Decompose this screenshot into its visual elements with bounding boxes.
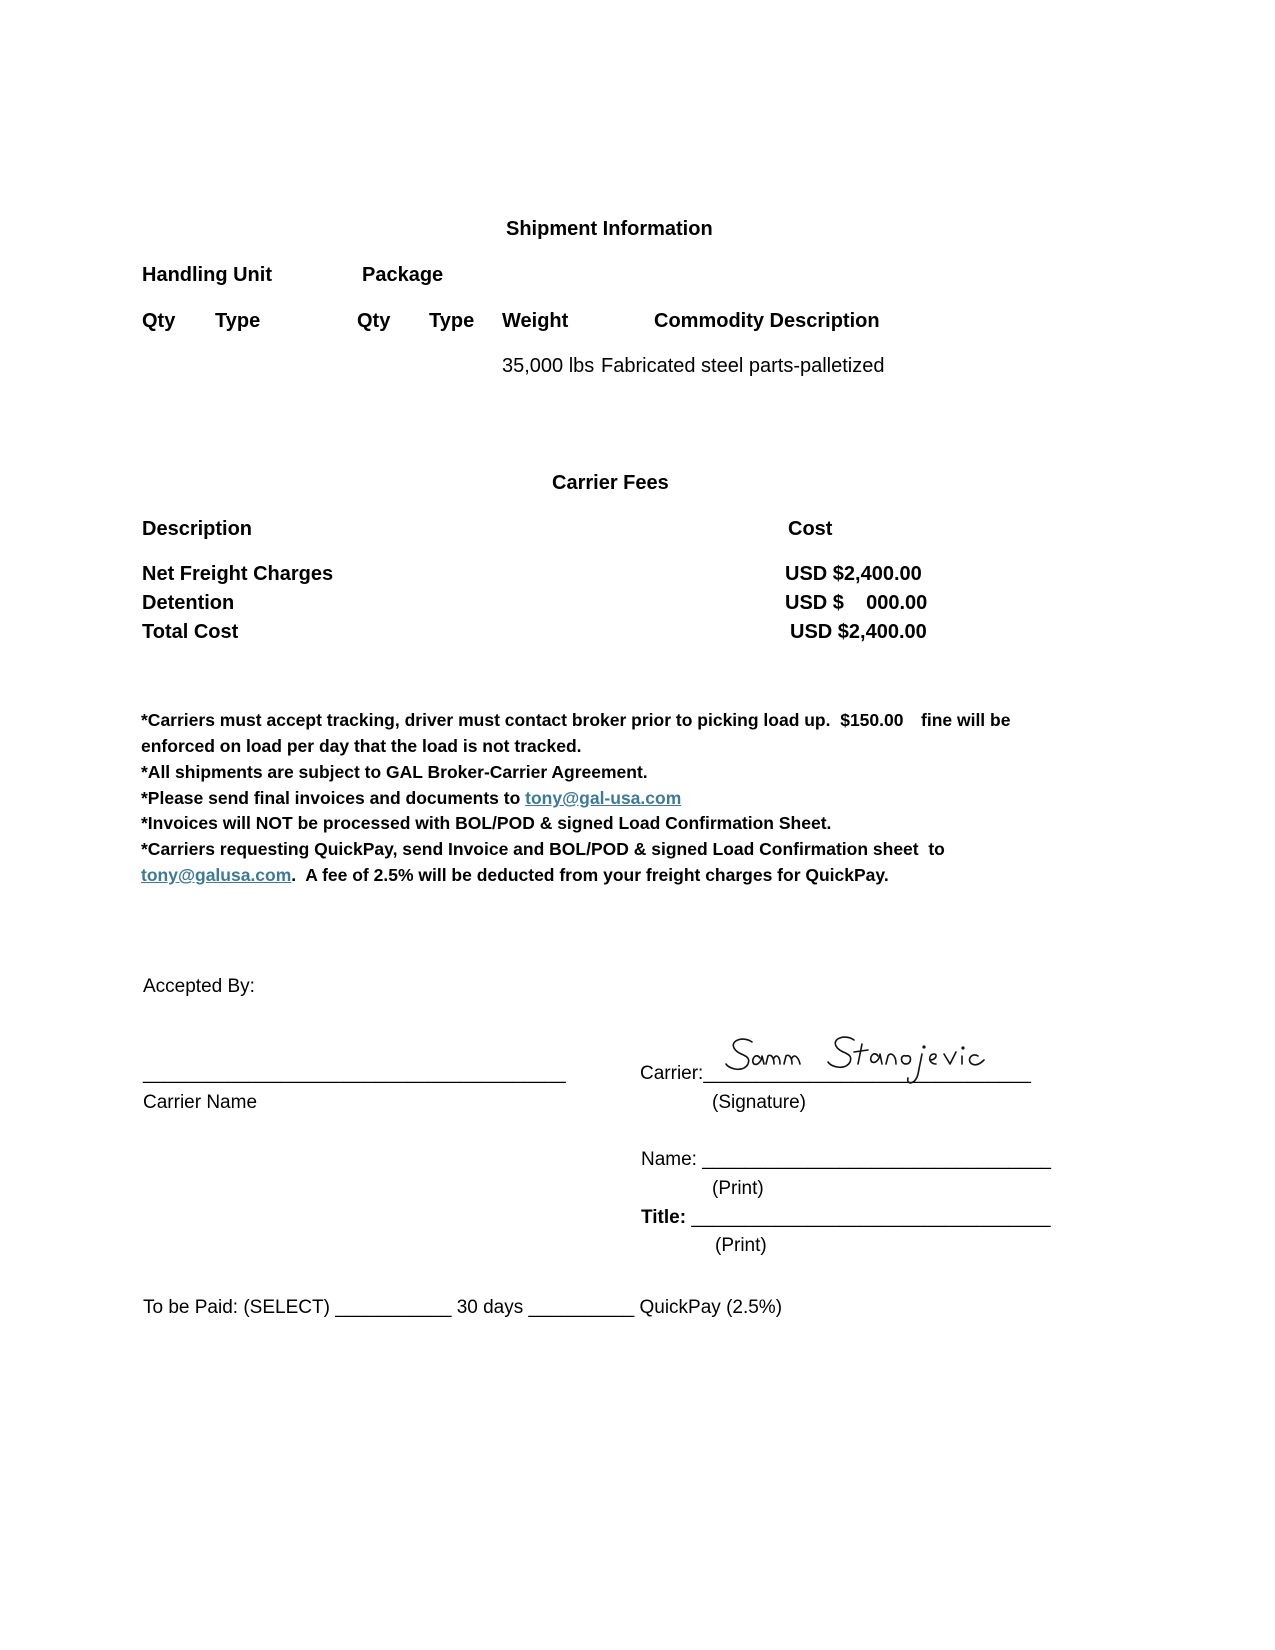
fees-title: Carrier Fees: [552, 472, 669, 494]
fee-cost-detention: USD $ 000.00: [785, 592, 928, 614]
name-print-caption: (Print): [712, 1178, 764, 1199]
handling-unit-label: Handling Unit: [142, 264, 272, 286]
title-label: Title:: [641, 1207, 692, 1228]
pkg-qty-header: Qty: [357, 310, 391, 332]
note-line-1b: fine will be: [921, 710, 1011, 730]
accepted-by-label: Accepted By:: [143, 976, 255, 997]
fee-cost-net-freight: USD $2,400.00: [785, 563, 922, 585]
hu-qty-header: Qty: [142, 310, 176, 332]
fee-cost-total: USD $2,400.00: [790, 621, 927, 643]
note-line-5: *Invoices will NOT be processed with BOL/POD & signed Load Confirmation Sheet.: [141, 813, 832, 833]
quickpay-email-link[interactable]: tony@galusa.com: [141, 865, 292, 885]
name-row: [641, 1149, 1051, 1171]
payment-select-line[interactable]: To be Paid: (SELECT) ___________ 30 days __________ QuickPay (2.5%): [143, 1297, 783, 1318]
note-line-7-suffix: . A fee of 2.5% will be deducted from your freight charges for QuickPay.: [291, 865, 889, 885]
carrier-signature-field[interactable]: _______________________________: [703, 1063, 1031, 1084]
package-label: Package: [362, 264, 444, 286]
signature-caption: (Signature): [712, 1092, 806, 1113]
shipment-commodity-value: Fabricated steel parts-palletized: [601, 355, 885, 377]
fee-label-net-freight: Net Freight Charges: [142, 563, 334, 585]
name-field[interactable]: _________________________________: [702, 1149, 1051, 1170]
note-line-4: [141, 788, 681, 809]
weight-header: Weight: [502, 310, 569, 332]
shipment-title: Shipment Information: [506, 218, 713, 240]
fee-label-detention: Detention: [142, 592, 235, 614]
note-line-1a: *Carriers must accept tracking, driver must contact broker prior to picking load up. $150.00: [141, 710, 904, 730]
invoice-email-link[interactable]: tony@gal-usa.com: [525, 788, 682, 808]
note-line-2: enforced on load per day that the load is not tracked.: [141, 736, 582, 756]
note-line-4-prefix: *Please send final invoices and documents to: [141, 788, 526, 808]
fees-cost-header: Cost: [788, 518, 833, 540]
note-line-6: *Carriers requesting QuickPay, send Invoice and BOL/POD & signed Load Confirmation sheet to: [141, 839, 945, 859]
carrier-name-label: Carrier Name: [143, 1092, 258, 1113]
title-row: [641, 1207, 1051, 1229]
hu-type-header: Type: [215, 310, 261, 332]
handwritten-signature: [722, 1030, 1002, 1092]
title-field[interactable]: __________________________________: [691, 1207, 1051, 1228]
pkg-type-header: Type: [429, 310, 475, 332]
carrier-name-field[interactable]: ________________________________________: [143, 1063, 566, 1084]
name-label: Name:: [641, 1149, 703, 1170]
shipment-weight-value: 35,000 lbs: [502, 355, 595, 377]
fees-description-header: Description: [142, 518, 253, 540]
note-line-3: *All shipments are subject to GAL Broker-Carrier Agreement.: [141, 762, 648, 782]
carrier-label: Carrier:: [640, 1063, 704, 1084]
commodity-header: Commodity Description: [654, 310, 880, 332]
title-print-caption: (Print): [715, 1235, 767, 1256]
fee-label-total: Total Cost: [142, 621, 239, 643]
note-line-7: [141, 865, 889, 886]
